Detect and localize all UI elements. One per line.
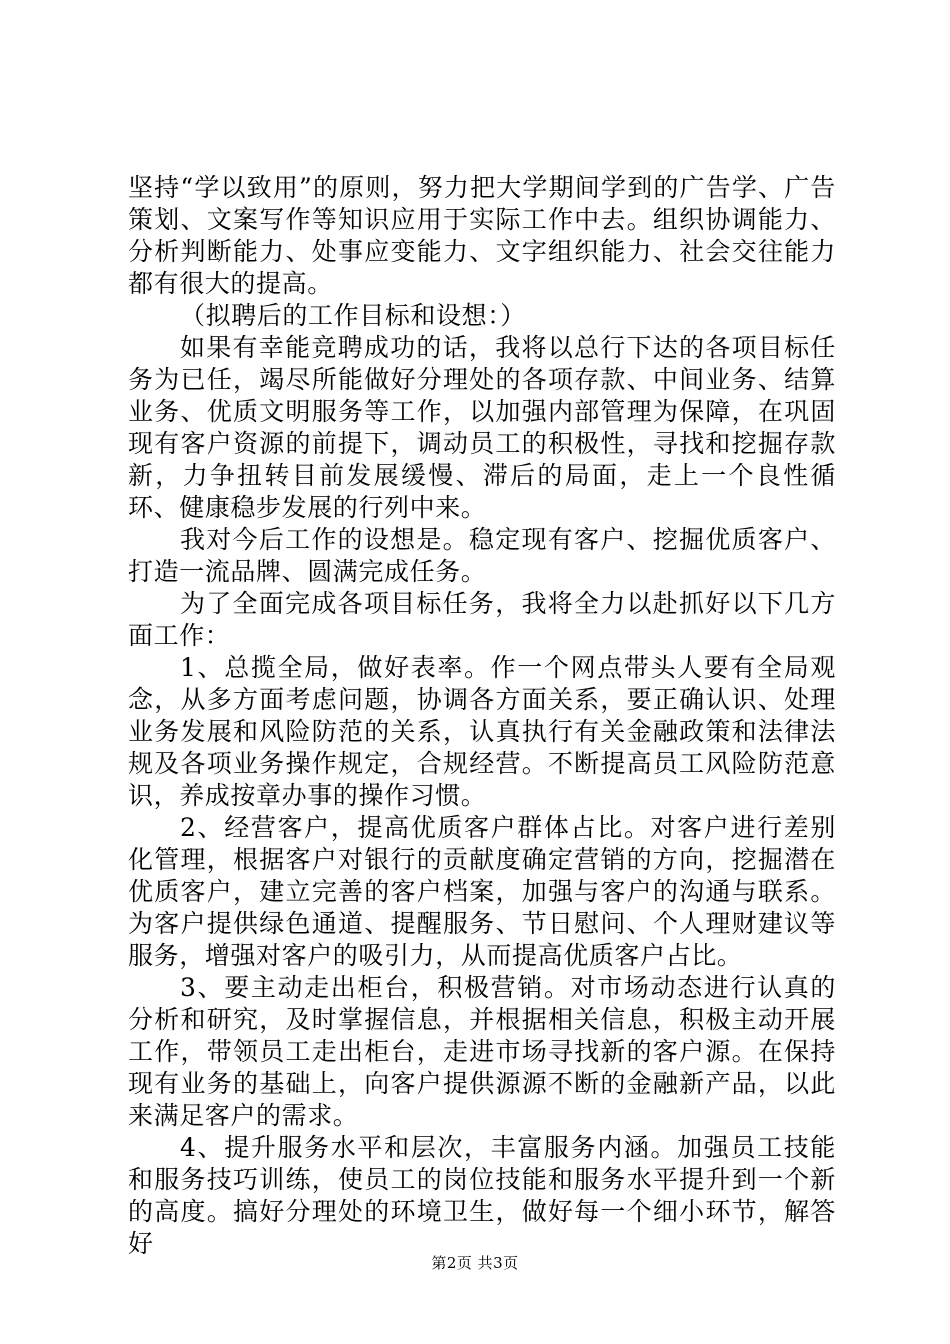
paragraph-section-heading: （拟聘后的工作目标和设想：） xyxy=(180,301,526,330)
paragraph-item-2: 2、经营客户，提高优质客户群体占比。对客户进行差别化管理，根据客户对银行的贡献度确定营销的方向，挖掘潜在优质客户，建立完善的客户档案，加强与客户的沟通与联系。为客户提供绿色通道、提醒服务、节日慰问、个人理财建议等服务，增强对客户的吸引力，从而提高优质客户占比。 xyxy=(128,813,836,970)
paragraph-item-1: 1、总揽全局，做好表率。作一个网点带头人要有全局观念，从多方面考虑问题，协调各方面关系，要正确认识、处理业务发展和风险防范的关系，认真执行有关金融政策和法律法规及各项业务操作规定，合规经营。不断提高员工风险防范意识，养成按章办事的操作习惯。 xyxy=(128,653,836,810)
document-body xyxy=(128,172,836,1260)
paragraph-intro-list: 为了全面完成各项目标任务，我将全力以赴抓好以下几方面工作： xyxy=(128,589,836,650)
paragraph-goal: 如果有幸能竞聘成功的话，我将以总行下达的各项目标任务为已任，竭尽所能做好分理处的各项存款、中间业务、结算业务、优质文明服务等工作，以加强内部管理为保障，在巩固现有客户资源的前提下，调动员工的积极性，寻找和挖掘存款新，力争扭转目前发展缓慢、滞后的局面，走上一个良性循环、健康稳步发展的行列中来。 xyxy=(128,333,836,522)
paragraph-item-3: 3、要主动走出柜台，积极营销。对市场动态进行认真的分析和研究，及时掌握信息，并根据相关信息，积极主动开展工作，带领员工走出柜台，走进市场寻找新的客户源。在保持现有业务的基础上，向客户提供源源不断的金融新产品，以此来满足客户的需求。 xyxy=(128,973,836,1130)
paragraph-vision: 我对今后工作的设想是。稳定现有客户、挖掘优质客户、打造一流品牌、圆满完成任务。 xyxy=(128,525,836,586)
paragraph-item-4: 4、提升服务水平和层次，丰富服务内涵。加强员工技能和服务技巧训练，使员工的岗位技能和服务水平提升到一个新的高度。搞好分理处的环境卫生，做好每一个细小环节，解答好 xyxy=(128,1133,836,1258)
paragraph-continuation: 坚持“学以致用”的原则，努力把大学期间学到的广告学、广告策划、文案写作等知识应用于实际工作中去。组织协调能力、分析判断能力、处事应变能力、文字组织能力、社会交往能力都有很大的提高。 xyxy=(128,173,836,298)
page-number-footer: 第2页 共3页 xyxy=(431,1254,519,1272)
